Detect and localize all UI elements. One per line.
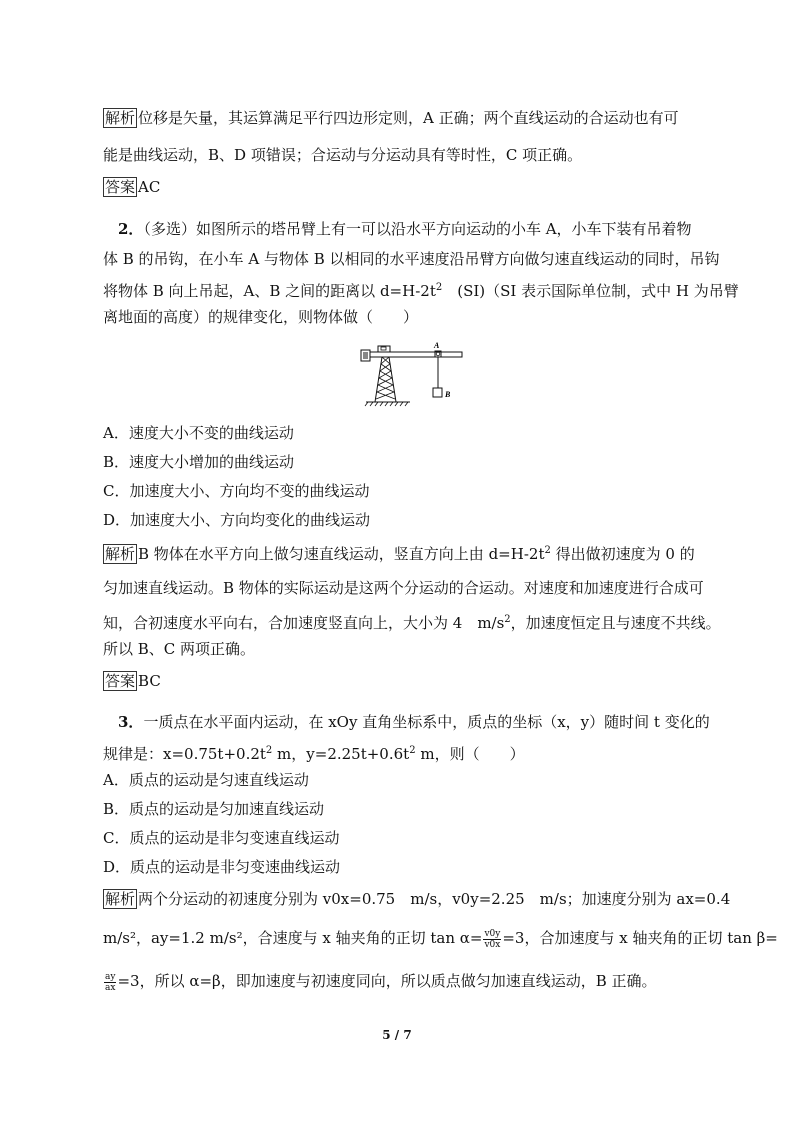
analysis-3-text-2a: m/s²，ay=1.2 m/s²，合速度与 x 轴夹角的正切 tan α= (103, 929, 483, 947)
question-2-line-3 (103, 277, 739, 302)
question-2-sup: 2 (435, 282, 443, 293)
question-3-text-2a: 规律是：x=0.75t+0.2t (103, 745, 266, 763)
analysis-2-line-1 (103, 540, 695, 565)
analysis-2-text-1a: B 物体在水平方向上做匀速直线运动，竖直方向上由 d=H-2t (138, 545, 545, 563)
tower-crane-figure (360, 338, 464, 408)
analysis-2-text-3a: 知，合初速度水平向右，合加速度竖直向上，大小为 4 m/s (103, 614, 505, 632)
ground-hatch (365, 402, 408, 406)
question-2-number: 2． (118, 220, 144, 238)
analysis-1-text-1: 位移是矢量，其运算满足平行四边形定则，A 正确；两个直线运动的合运动也有可 (138, 109, 679, 127)
analysis-3-text-3: =3，所以 α=β，即加速度与初速度同向，所以质点做匀加速直线运动，B 正确。 (117, 972, 657, 990)
analysis-3-line-2 (103, 927, 778, 950)
answer-2 (103, 670, 161, 692)
question-3-option-c: C．质点的运动是非匀变速直线运动 (103, 829, 340, 847)
analysis-2-sup-3: 2 (504, 614, 511, 625)
question-2-text-3c: (SI)（SI 表示国际单位制，式中 H 为吊臂 (442, 282, 739, 300)
fraction-v-bottom: v0x (484, 939, 501, 950)
question-2-option-b: B．速度大小增加的曲线运动 (103, 453, 295, 471)
analysis-3-text-1: 两个分运动的初速度分别为 v0x=0.75 m/s，v0y=2.25 m/s；加速度分别为 ax=0.4 (138, 890, 731, 908)
label-b: B (445, 390, 451, 399)
question-3-sup-2: 2 (409, 745, 416, 756)
question-2-line-1 (118, 218, 692, 240)
load-b (433, 388, 442, 397)
question-3-sup-1: 2 (265, 745, 273, 756)
answer-1-value: AC (138, 178, 161, 196)
question-3-text-2e: m，则（ ） (415, 745, 525, 763)
analysis-2-text-3c: ，加速度恒定且与速度不共线。 (510, 614, 721, 632)
analysis-2-line-3 (103, 609, 721, 634)
analysis-1-line-2: 能是曲线运动，B、D 项错误；合运动与分运动具有等时性，C 项正确。 (103, 146, 583, 164)
trolley-wheel (436, 352, 440, 356)
question-3-text-1: 一质点在水平面内运动，在 xOy 直角坐标系中，质点的坐标（x，y）随时间 t 变化的 (143, 713, 710, 731)
question-3-line-1 (118, 711, 710, 733)
fraction-a-top: ay (105, 971, 116, 982)
question-3-number: 3． (118, 713, 144, 731)
analysis-2-line-4: 所以 B、C 两项正确。 (103, 640, 256, 658)
fraction-a (104, 972, 116, 993)
analysis-tag: 解析 (105, 109, 136, 127)
cab-window (381, 347, 386, 350)
question-3-option-b: B．质点的运动是匀加速直线运动 (103, 800, 325, 818)
analysis-1-line-1 (103, 107, 679, 129)
question-2-text-1: （多选）如图所示的塔吊臂上有一可以沿水平方向运动的小车 A，小车下装有吊着物 (143, 220, 692, 238)
question-2-option-c: C．加速度大小、方向均不变的曲线运动 (103, 482, 370, 500)
analysis-2-text-1c: 得出做初速度为 0 的 (550, 545, 695, 563)
analysis-3-line-1 (103, 888, 730, 910)
analysis-2-line-2: 匀加速直线运动。B 物体的实际运动是这两个分运动的合运动。对速度和加速度进行合成可 (103, 579, 704, 597)
answer-tag: 答案 (105, 178, 136, 196)
question-3-text-2c: m，y=2.25t+0.6t (272, 745, 410, 763)
analysis-tag: 解析 (105, 890, 136, 908)
question-2-line-4: 离地面的高度）的规律变化，则物体做（ ） (103, 308, 419, 326)
analysis-3-text-2b: =3，合加速度与 x 轴夹角的正切 tan β= (502, 929, 778, 947)
fraction-a-bottom: ax (105, 982, 116, 993)
question-2-text-3a: 将物体 B 向上吊起，A、B 之间的距离以 d=H-2t (103, 282, 436, 300)
label-a: A (434, 341, 440, 350)
answer-tag: 答案 (105, 672, 136, 690)
question-3-option-d: D．质点的运动是非匀变速曲线运动 (103, 858, 341, 876)
fraction-v-top: v0y (484, 928, 501, 939)
crane-boom (370, 352, 462, 357)
question-2-line-2: 体 B 的吊钩，在小车 A 与物体 B 以相同的水平速度沿吊臂方向做匀速直线运动的同时，吊钩 (103, 250, 720, 268)
answer-2-value: BC (138, 672, 161, 690)
answer-1 (103, 176, 160, 198)
analysis-3-line-3 (103, 970, 657, 993)
analysis-tag: 解析 (105, 545, 136, 563)
tower-lattice (376, 357, 395, 399)
question-3-option-a: A．质点的运动是匀速直线运动 (103, 771, 309, 789)
counterweight-fill (363, 352, 368, 359)
question-3-line-2 (103, 740, 525, 765)
fraction-v (483, 929, 501, 950)
analysis-2-sup-1: 2 (544, 545, 551, 556)
question-2-option-a: A．速度大小不变的曲线运动 (103, 424, 294, 442)
page-number: 5 / 7 (382, 1028, 412, 1042)
question-2-option-d: D．加速度大小、方向均变化的曲线运动 (103, 511, 371, 529)
